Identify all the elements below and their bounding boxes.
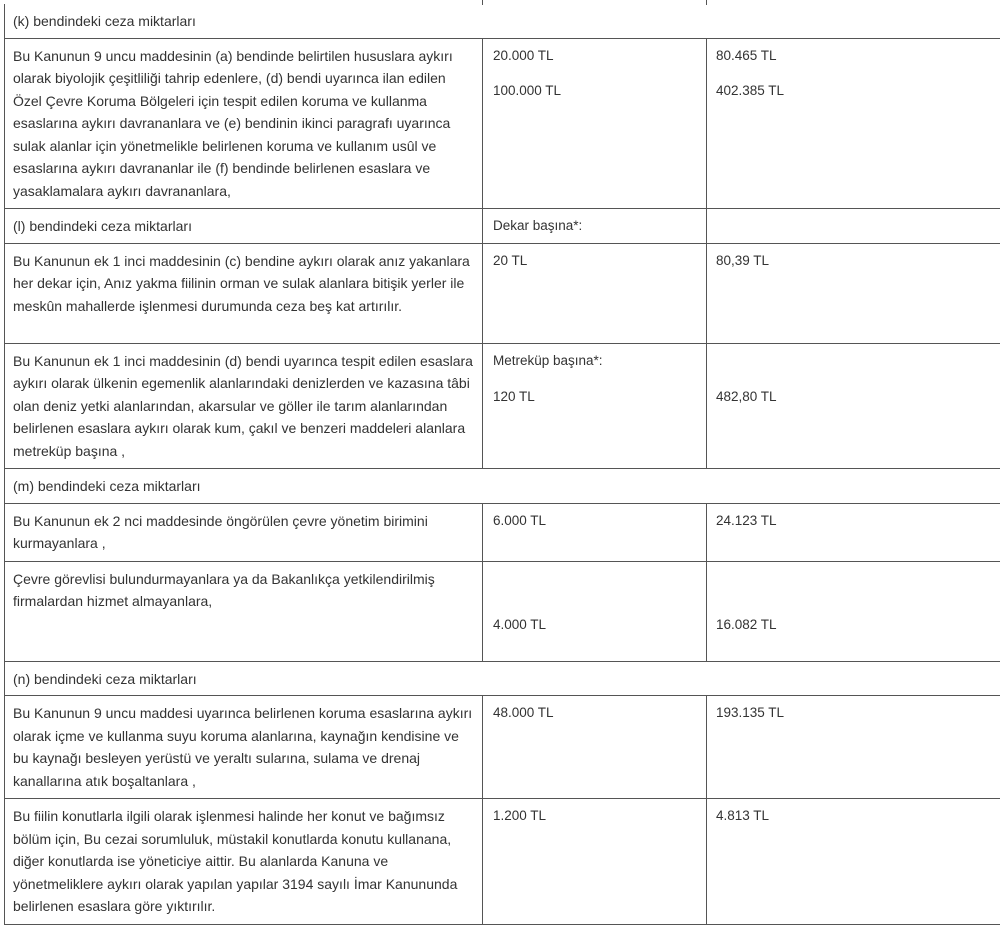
- section-heading: (n) bendindeki ceza miktarları: [5, 661, 1000, 696]
- amount-new: 24.123 TL: [707, 503, 1000, 561]
- section-heading: (k) bendindeki ceza miktarları: [5, 4, 1000, 38]
- row-description: Bu fiilin konutlarla ilgili olarak işlenmesi halinde her konut ve bağımsız bölüm için, Bu cezai sorumluluk, müstakil konutlarda konutu kullanana, diğer konutlarda ise yöneticiye aittir. Bu alanlarda Kanuna ve yönetmeliklere aykırı olarak yapılan yapılar 3194 sayılı İmar Kanununda belirlenen esaslara göre yıktırılır.: [5, 799, 483, 925]
- table-row: [5, 561, 1000, 661]
- amount-old: 6.000 TL: [483, 503, 707, 561]
- empty-cell: [707, 209, 1000, 244]
- amount-old: 100.000 TL: [493, 80, 698, 103]
- penalty-table: [4, 4, 1000, 925]
- section-heading: (l) bendindeki ceza miktarları: [5, 209, 483, 244]
- amount-old: 4.000 TL: [493, 614, 698, 637]
- table-row: [5, 343, 1000, 469]
- table-row: [5, 503, 1000, 561]
- row-description: Bu Kanunun 9 uncu maddesinin (a) bendinde belirtilen hususlara aykırı olarak biyolojik çeşitliliği tahrip edenlere, (d) bendi uyarınca ilan edilen Özel Çevre Koruma Bölgeleri için tespit edilen koruma ve kullanma esaslarına aykırı davrananlara ve (e) bendinin ikinci paragrafı uyarınca sulak alanlar için yönetmelikle belirlenen koruma ve kullanım usûl ve esaslarına aykırı davrananlar ile (f) bendinde belirlenen esaslara ve yasaklamalara aykırı davrananlara,: [5, 38, 483, 209]
- amount-old-cell: [483, 38, 707, 209]
- table-row: [5, 243, 1000, 343]
- amount-old-cell: [483, 561, 707, 661]
- amount-new: 193.135 TL: [707, 696, 1000, 799]
- amount-new: 16.082 TL: [716, 614, 996, 637]
- amount-old: 1.200 TL: [483, 799, 707, 925]
- section-heading-row: [5, 469, 1000, 504]
- amount-new-cell: [707, 38, 1000, 209]
- section-heading-row: [5, 661, 1000, 696]
- row-description: Bu Kanunun ek 1 inci maddesinin (d) bendi uyarınca tespit edilen esaslara aykırı olarak ülkenin egemenlik alanlarındaki denizlerden ve kazasına tâbi olan deniz yetki alanlarından, akarsular ve göller ile tarım alanlarından belirlenen esaslara aykırı olarak kum, çakıl ve benzeri maddeleri alanlara metreküp başına ,: [5, 343, 483, 469]
- table-row: [5, 696, 1000, 799]
- row-description: Bu Kanunun 9 uncu maddesi uyarınca belirlenen koruma esaslarına aykırı olarak içme ve kullanma suyu koruma alanlarına, kaynağın kendisine ve bu kaynağı besleyen yerüstü ve yeraltı sularına, sulama ve drenaj kanallarına atık boşaltanlara ,: [5, 696, 483, 799]
- amount-new-cell: [707, 561, 1000, 661]
- amount-new-cell: [707, 343, 1000, 469]
- unit-note: Dekar başına*:: [483, 209, 707, 244]
- row-description: Bu Kanunun ek 1 inci maddesinin (c) bendine aykırı olarak anız yakanlara her dekar için, Anız yakma fiilinin orman ve sulak alanlara bitişik yerler ile meskûn mahallerde işlenmesi durumunda ceza beş kat artırılır.: [5, 243, 483, 343]
- amount-new: 4.813 TL: [707, 799, 1000, 925]
- amount-old-cell: [483, 343, 707, 469]
- row-description: Çevre görevlisi bulundurmayanlara ya da Bakanlıkça yetkilendirilmiş firmalardan hizmet almayanlara,: [5, 561, 483, 661]
- unit-note: Metreküp başına*:: [493, 350, 698, 373]
- row-description: Bu Kanunun ek 2 nci maddesinde öngörülen çevre yönetim birimini kurmayanlara ,: [5, 503, 483, 561]
- section-heading-row: [5, 209, 1000, 244]
- amount-new: 80.465 TL: [716, 45, 996, 68]
- amount-new: 482,80 TL: [716, 386, 996, 409]
- table-row: [5, 799, 1000, 925]
- amount-new: 80,39 TL: [707, 243, 1000, 343]
- amount-old: 20.000 TL: [493, 45, 698, 68]
- section-heading-row: [5, 4, 1000, 38]
- amount-new: 402.385 TL: [716, 80, 996, 103]
- amount-old: 48.000 TL: [483, 696, 707, 799]
- amount-old: 120 TL: [493, 386, 698, 409]
- amount-old: 20 TL: [483, 243, 707, 343]
- section-heading: (m) bendindeki ceza miktarları: [5, 469, 1000, 504]
- table-row: [5, 38, 1000, 209]
